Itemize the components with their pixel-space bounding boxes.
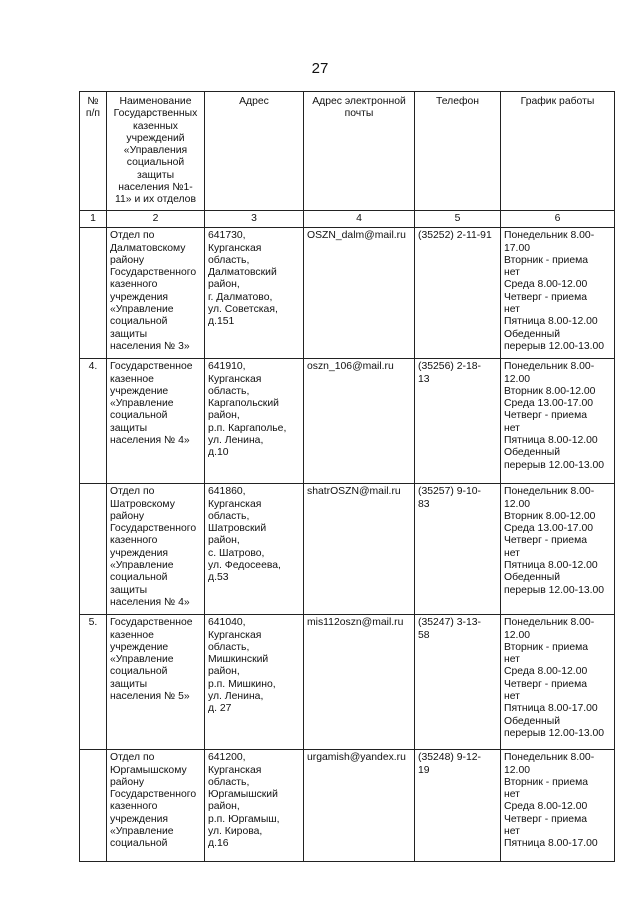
institution-schedule: Понедельник 8.00- 12.00 Вторник 8.00-12.00 Среда 13.00-17.00 Четверг - приема нет Пятница 8.00-12.00 Обеденный перерыв 12.00-13.00 xyxy=(501,484,615,615)
table-row xyxy=(80,359,615,484)
row-number xyxy=(80,228,107,359)
institution-phone: (35257) 9-10- 83 xyxy=(415,484,501,615)
institution-email: urgamish@yandex.ru xyxy=(304,750,415,862)
institution-address: 641910, Курганская область, Каргапольский район, р.п. Каргаполье, ул. Ленина, д.10 xyxy=(205,359,304,484)
institution-address: 641040, Курганская область, Мишкинский район, р.п. Мишкино, ул. Ленина, д. 27 xyxy=(205,615,304,750)
table-row xyxy=(80,228,615,359)
institution-phone: (35248) 9-12- 19 xyxy=(415,750,501,862)
column-number: 6 xyxy=(501,211,615,228)
header-schedule: График работы xyxy=(501,92,615,211)
column-number-row xyxy=(80,211,615,228)
institution-email: shatrOSZN@mail.ru xyxy=(304,484,415,615)
institution-phone: (35247) 3-13- 58 xyxy=(415,615,501,750)
header-phone: Телефон xyxy=(415,92,501,211)
institution-address: 641730, Курганская область, Далматовский район, г. Далматово, ул. Советская, д.151 xyxy=(205,228,304,359)
table-row xyxy=(80,750,615,862)
institution-address: 641860, Курганская область, Шатровский район, с. Шатрово, ул. Федосеева, д.53 xyxy=(205,484,304,615)
offices-table xyxy=(79,91,615,862)
institution-name: Отдел по Юргамышскому району Государственного казенного учреждения «Управление социальной xyxy=(107,750,205,862)
page-number: 27 xyxy=(311,60,329,77)
institution-email: mis112oszn@mail.ru xyxy=(304,615,415,750)
institution-phone: (35252) 2-11-91 xyxy=(415,228,501,359)
table-row xyxy=(80,615,615,750)
header-email: Адрес электронной почты xyxy=(304,92,415,211)
header-row xyxy=(80,92,615,211)
institution-email: OSZN_dalm@mail.ru xyxy=(304,228,415,359)
institution-name: Государственное казенное учреждение «Управление социальной защиты населения № 5» xyxy=(107,615,205,750)
institution-name: Государственное казенное учреждение «Управление социальной защиты населения № 4» xyxy=(107,359,205,484)
institution-email: oszn_106@mail.ru xyxy=(304,359,415,484)
row-number xyxy=(80,750,107,862)
header-num: № п/п xyxy=(80,92,107,211)
institution-schedule: Понедельник 8.00- 12.00 Вторник - приема нет Среда 8.00-12.00 Четверг - приема нет Пятница 8.00-17.00 xyxy=(501,750,615,862)
column-number: 2 xyxy=(107,211,205,228)
column-number: 3 xyxy=(205,211,304,228)
institution-name: Отдел по Шатровскому району Государственного казенного учреждения «Управление социальной защиты населения № 4» xyxy=(107,484,205,615)
header-name: Наименование Государственных казенных учреждений «Управления социальной защиты населения №1- 11» и их отделов xyxy=(107,92,205,211)
row-number xyxy=(80,484,107,615)
institution-schedule: Понедельник 8.00- 17.00 Вторник - приема нет Среда 8.00-12.00 Четверг - приема нет Пятница 8.00-12.00 Обеденный перерыв 12.00-13.00 xyxy=(501,228,615,359)
column-number: 1 xyxy=(80,211,107,228)
row-number: 4. xyxy=(80,359,107,484)
institution-schedule: Понедельник 8.00- 12.00 Вторник - приема нет Среда 8.00-12.00 Четверг - приема нет Пятница 8.00-17.00 Обеденный перерыв 12.00-13.00 xyxy=(501,615,615,750)
institution-address: 641200, Курганская область, Юргамышский район, р.п. Юргамыш, ул. Кирова, д.16 xyxy=(205,750,304,862)
header-address: Адрес xyxy=(205,92,304,211)
institution-name: Отдел по Далматовскому району Государственного казенного учреждения «Управление социальной защиты населения № 3» xyxy=(107,228,205,359)
column-number: 4 xyxy=(304,211,415,228)
column-number: 5 xyxy=(415,211,501,228)
institution-phone: (35256) 2-18- 13 xyxy=(415,359,501,484)
row-number: 5. xyxy=(80,615,107,750)
institution-schedule: Понедельник 8.00- 12.00 Вторник 8.00-12.00 Среда 13.00-17.00 Четверг - приема нет Пятница 8.00-12.00 Обеденный перерыв 12.00-13.00 xyxy=(501,359,615,484)
table-row xyxy=(80,484,615,615)
